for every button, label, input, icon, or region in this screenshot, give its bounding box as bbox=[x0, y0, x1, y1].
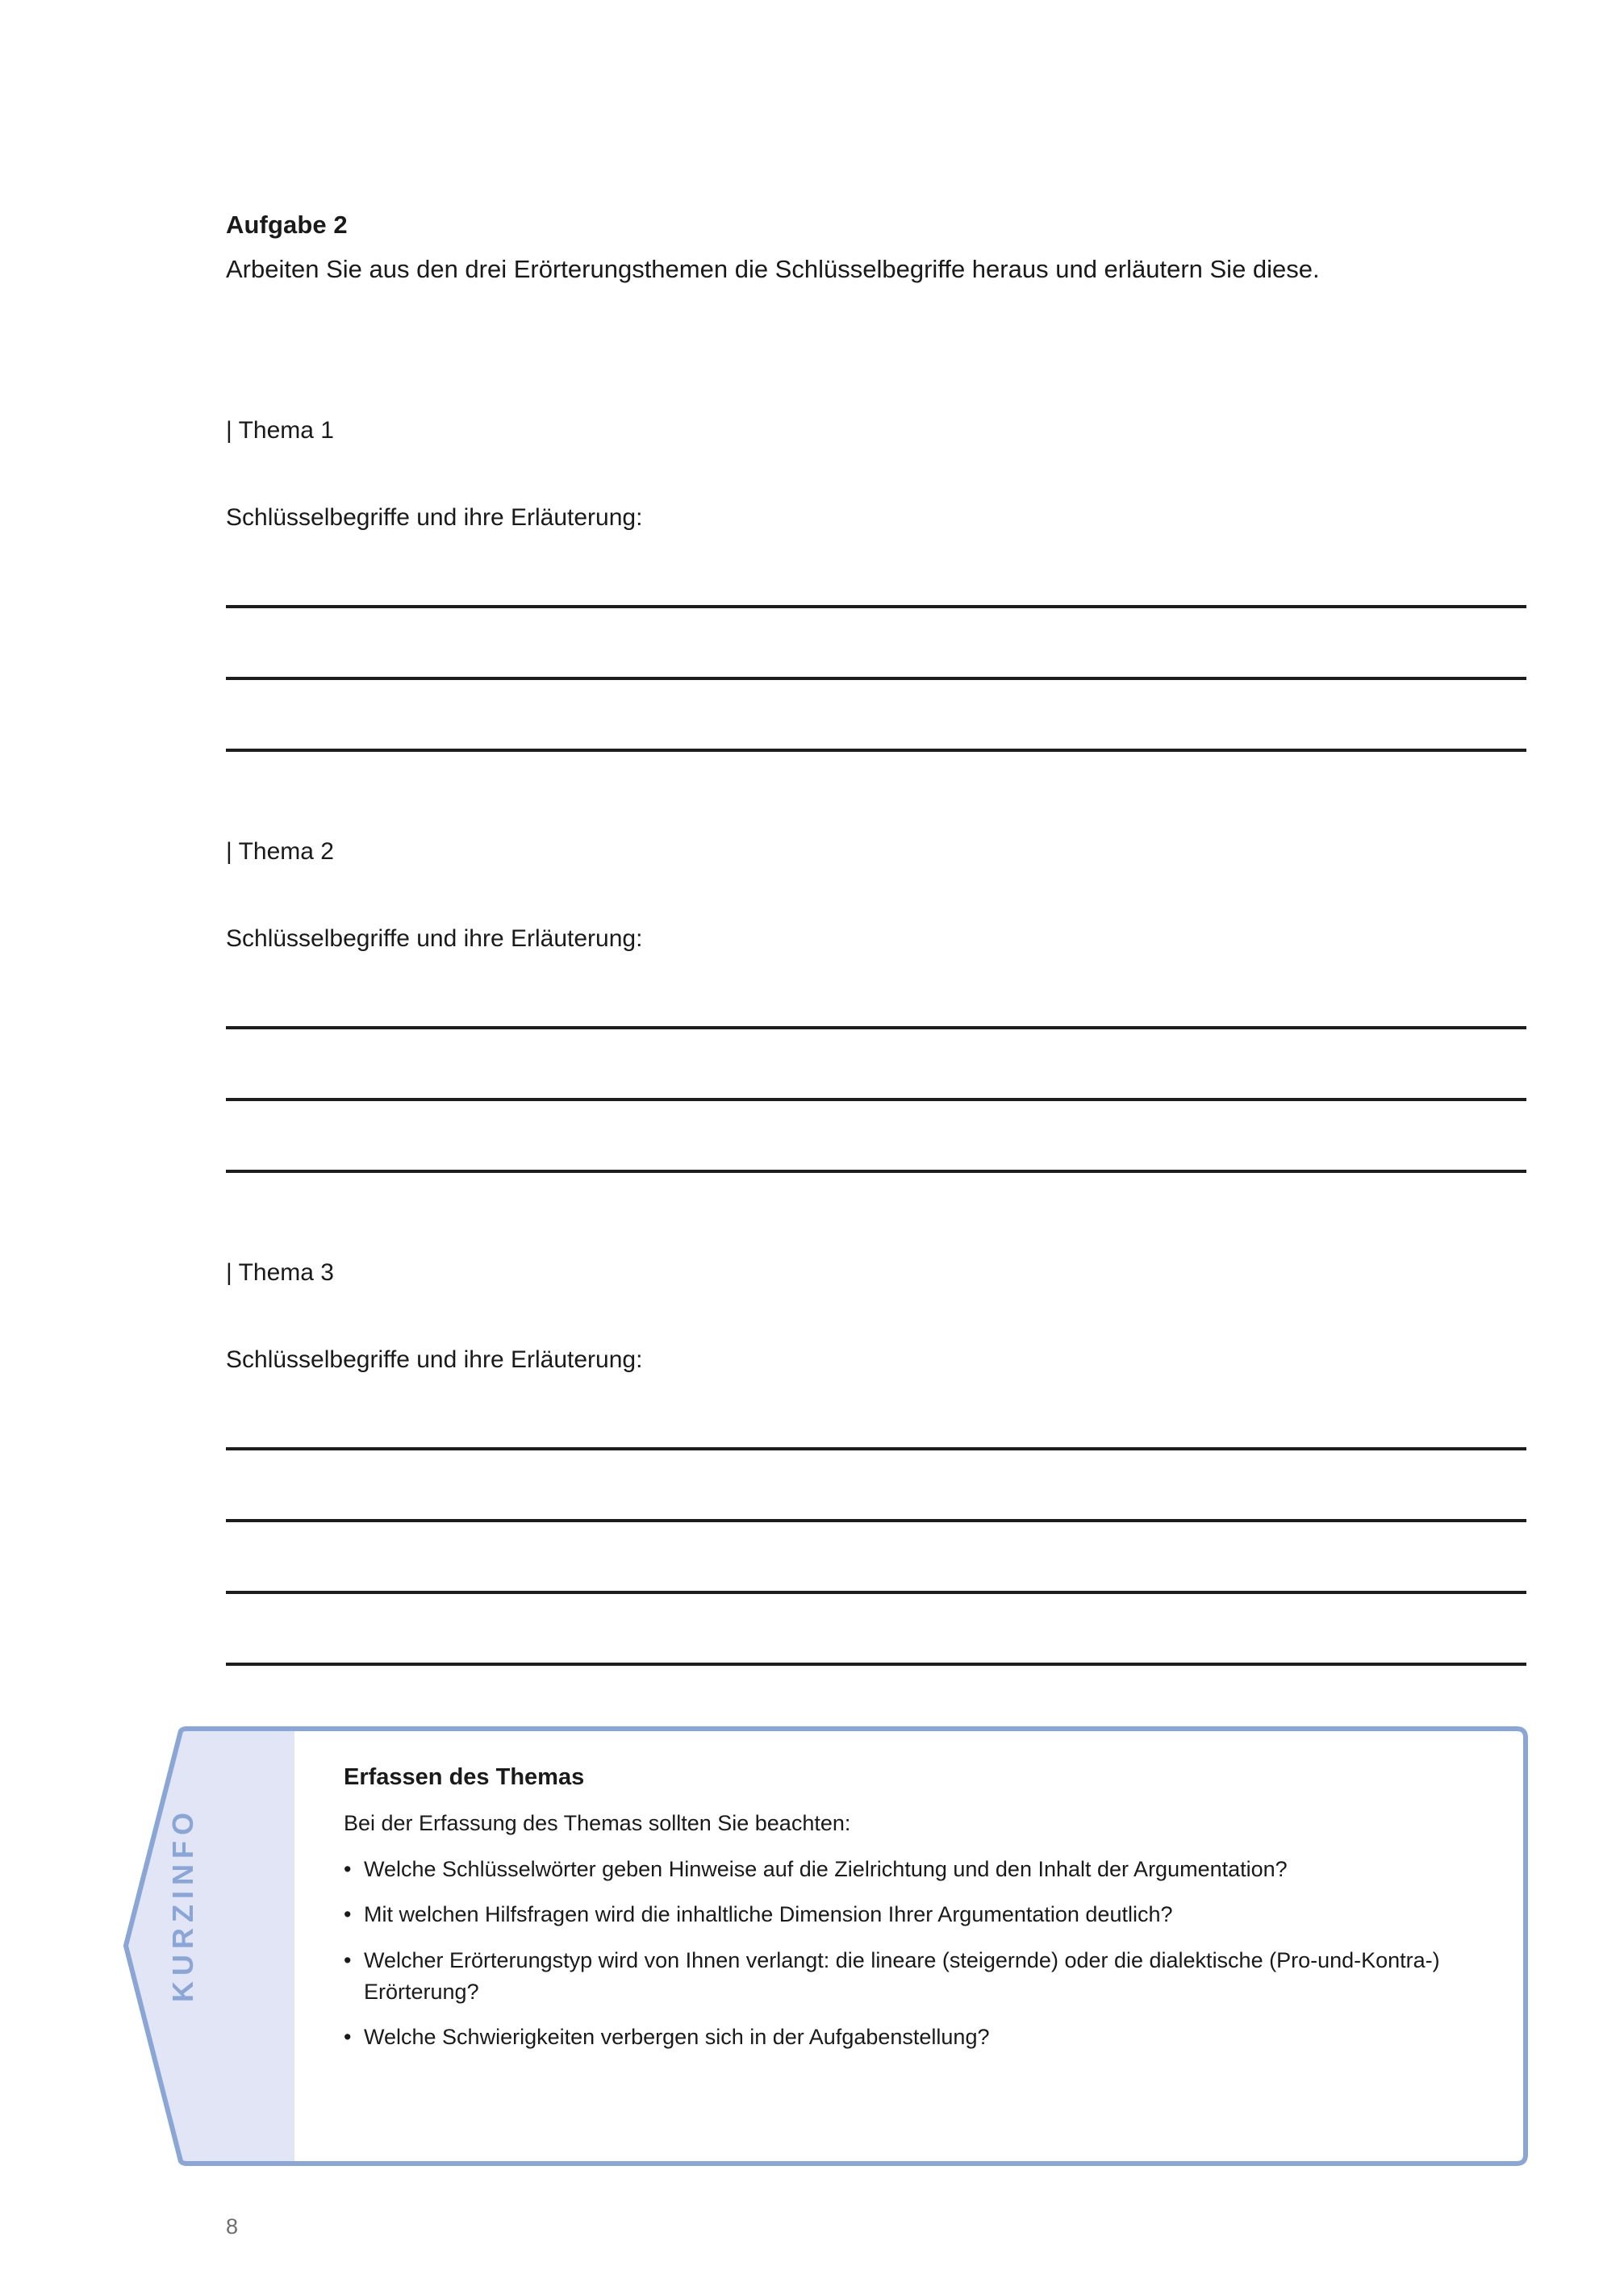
bullet-icon: • bbox=[344, 1902, 352, 1927]
kurzinfo-tab-label: KURZINFO bbox=[166, 1807, 199, 2002]
task-description: Arbeiten Sie aus den drei Erörterungsthemen die Schlüsselbegriffe heraus und erläutern Sie diese. bbox=[226, 254, 1320, 283]
task-title: Aufgabe 2 bbox=[226, 211, 348, 239]
thema-subheading-1: Schlüsselbegriffe und ihre Erläuterung: bbox=[226, 504, 643, 531]
answer-rule-line[interactable] bbox=[226, 677, 1526, 680]
thema-subheading-3: Schlüsselbegriffe und ihre Erläuterung: bbox=[226, 1346, 643, 1373]
answer-rule-line[interactable] bbox=[226, 749, 1526, 752]
kurzinfo-item-text: Welche Schwierigkeiten verbergen sich in der Aufgabenstellung? bbox=[364, 2024, 990, 2049]
answer-lines-3 bbox=[226, 1447, 1526, 1666]
thema-heading-wrap-3 bbox=[226, 1257, 1526, 1288]
kurzinfo-list-item bbox=[344, 1899, 1461, 1930]
answer-rule-line[interactable] bbox=[226, 1098, 1526, 1101]
kurzinfo-item-text: Mit welchen Hilfsfragen wird die inhaltliche Dimension Ihrer Argumentation deutlich? bbox=[364, 1902, 1173, 1927]
answer-lines-2 bbox=[226, 1026, 1526, 1173]
answer-rule-line[interactable] bbox=[226, 1447, 1526, 1450]
thema-heading-1: | Thema 1 bbox=[226, 417, 334, 444]
thema-subheading-wrap-1 bbox=[226, 502, 1526, 533]
thema-subheading-wrap-3 bbox=[226, 1344, 1526, 1375]
kurzinfo-lead: Bei der Erfassung des Themas sollten Sie beachten: bbox=[344, 1811, 851, 1836]
answer-rule-line[interactable] bbox=[226, 1170, 1526, 1173]
thema-subheading-2: Schlüsselbegriffe und ihre Erläuterung: bbox=[226, 925, 643, 952]
answer-rule-line[interactable] bbox=[226, 1026, 1526, 1029]
answer-rule-line[interactable] bbox=[226, 605, 1526, 608]
bullet-icon: • bbox=[344, 1947, 352, 1972]
kurzinfo-body bbox=[344, 1763, 1461, 2053]
page-number: 8 bbox=[226, 2214, 239, 2239]
kurzinfo-item-text: Welche Schlüsselwörter geben Hinweise auf die Zielrichtung und den Inhalt der Argumentation? bbox=[364, 1857, 1288, 1882]
kurzinfo-title: Erfassen des Themas bbox=[344, 1764, 585, 1790]
kurzinfo-list-item bbox=[344, 2022, 1461, 2053]
kurzinfo-callout bbox=[121, 1726, 1528, 2166]
thema-subheading-wrap-2 bbox=[226, 923, 1526, 954]
thema-heading-wrap-2 bbox=[226, 836, 1526, 867]
task-block bbox=[226, 208, 1526, 289]
bullet-icon: • bbox=[344, 1857, 352, 1882]
answer-rule-line[interactable] bbox=[226, 1591, 1526, 1594]
kurzinfo-item-text: Welcher Erörterungstyp wird von Ihnen verlangt: die lineare (steigernde) oder die dialektische (Pro-und-Kontra-) Erörterung? bbox=[364, 1947, 1440, 2004]
kurzinfo-list bbox=[344, 1854, 1461, 2053]
kurzinfo-list-item bbox=[344, 1854, 1461, 1885]
thema-heading-3: | Thema 3 bbox=[226, 1259, 334, 1286]
thema-heading-2: | Thema 2 bbox=[226, 838, 334, 865]
answer-lines-1 bbox=[226, 605, 1526, 752]
kurzinfo-list-item bbox=[344, 1945, 1461, 2008]
answer-rule-line[interactable] bbox=[226, 1663, 1526, 1666]
bullet-icon: • bbox=[344, 2024, 352, 2049]
thema-section-1 bbox=[226, 415, 1526, 446]
answer-rule-line[interactable] bbox=[226, 1519, 1526, 1522]
